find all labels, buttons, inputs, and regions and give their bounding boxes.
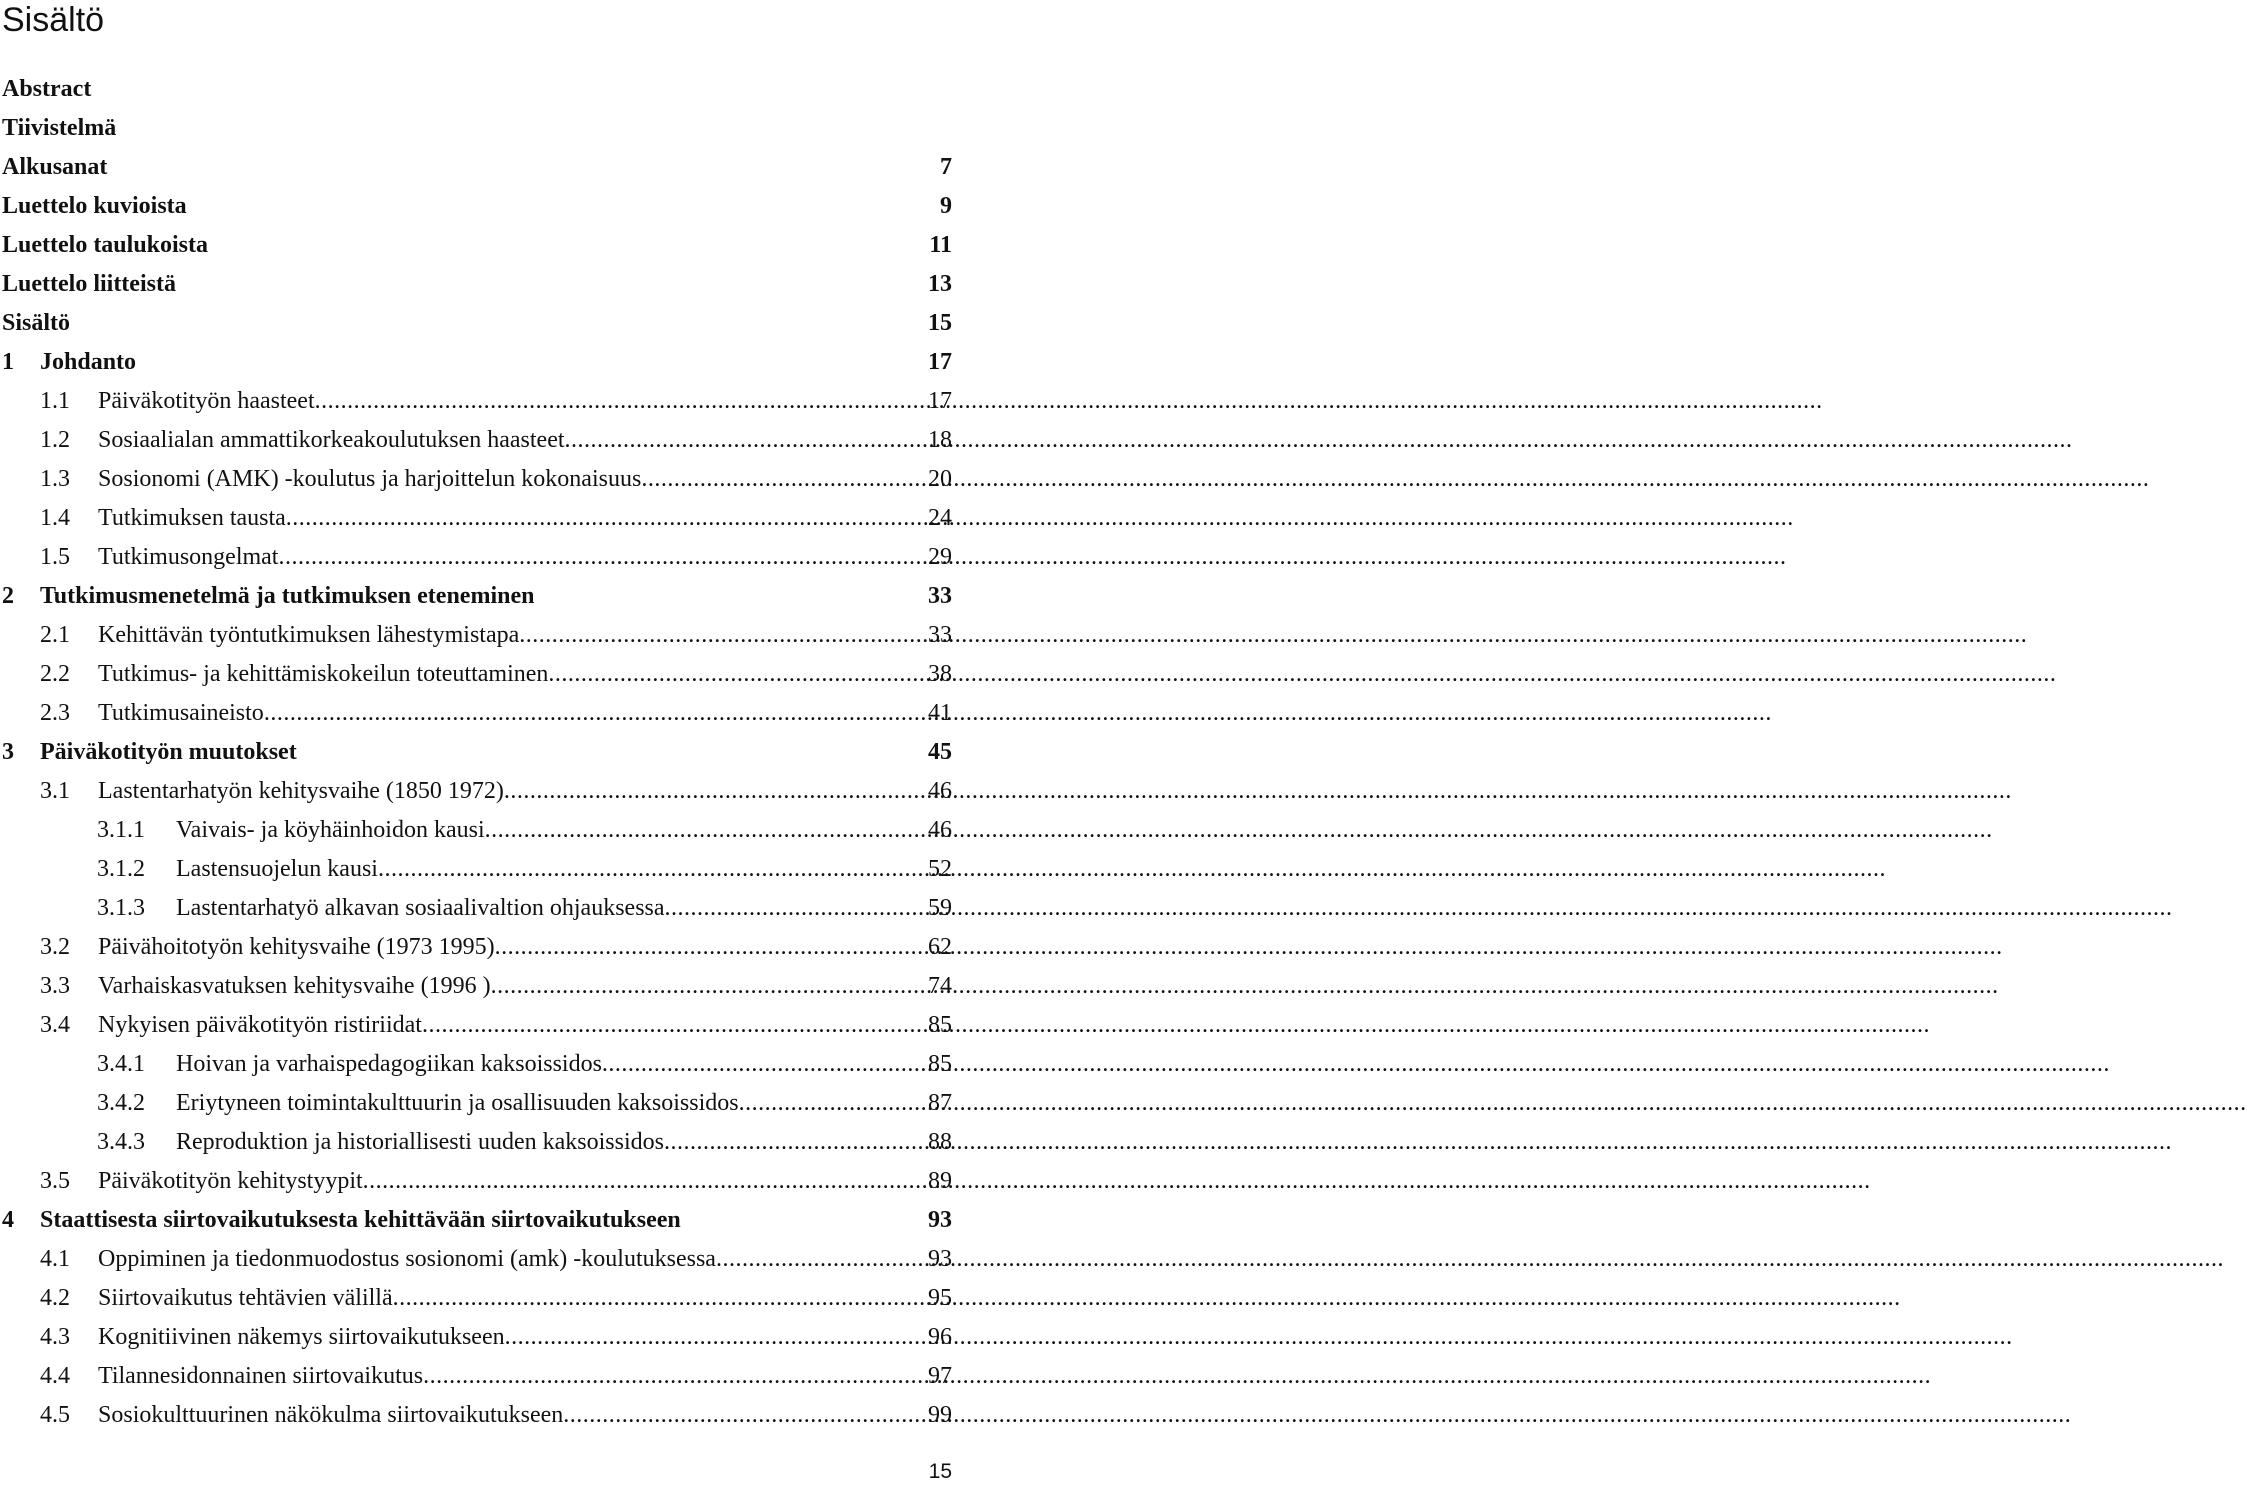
- toc-entry-title: Sisältö: [2, 310, 71, 336]
- toc-entry[interactable]: [2, 577, 952, 616]
- toc-entry-title: Lastensuojelun kausi: [176, 856, 378, 882]
- toc-entry-page: 46: [928, 817, 952, 843]
- toc-entry-page: 88: [928, 1129, 952, 1155]
- toc-entry-title: Tutkimusmenetelmä ja tutkimuksen eteneminen: [40, 583, 535, 609]
- toc-entry-page: 7: [940, 154, 952, 180]
- toc-dot-leader: [495, 928, 926, 967]
- toc-entry-page: 9: [940, 193, 952, 219]
- toc-entry-number: 3.1.1: [97, 817, 145, 843]
- toc-entry-number: 1.4: [40, 505, 70, 531]
- toc-entry-title: Tutkimusongelmat: [98, 544, 279, 570]
- toc-entry-number: 3.2: [40, 934, 70, 960]
- toc-entry[interactable]: [2, 343, 952, 382]
- toc-entry-title: Tiivistelmä: [2, 115, 117, 141]
- toc-entry-page: 97: [928, 1363, 952, 1389]
- toc-entry[interactable]: [40, 382, 952, 421]
- toc-entry-page: 18: [928, 427, 952, 453]
- toc-dot-leader: [264, 694, 926, 733]
- toc-entry-page: 29: [928, 544, 952, 570]
- toc-entry-title: Hoivan ja varhaispedagogiikan kaksoissidos: [176, 1051, 602, 1077]
- toc-entry-page: 41: [928, 700, 952, 726]
- toc-entry-page: 87: [928, 1090, 952, 1116]
- toc-entry-page: 96: [928, 1324, 952, 1350]
- toc-dot-leader: [504, 772, 926, 811]
- toc-dot-leader: [393, 1279, 926, 1318]
- toc-entry-page: 52: [928, 856, 952, 882]
- toc-entry[interactable]: [40, 1006, 952, 1045]
- toc-entry-title: Luettelo taulukoista: [2, 232, 209, 258]
- toc-entry-title: Vaivais- ja köyhäinhoidon kausi: [176, 817, 485, 843]
- toc-entry-title: Johdanto: [40, 349, 137, 375]
- toc-dot-leader: [641, 460, 926, 499]
- toc-entry-title: Lastentarhatyön kehitysvaihe (1850 1972): [98, 778, 504, 804]
- toc-entry-number: 3.1.3: [97, 895, 145, 921]
- toc-entry-title: Alkusanat: [2, 154, 108, 180]
- toc-entry-page: 15: [928, 310, 952, 336]
- toc-dot-leader: [485, 811, 926, 850]
- toc-dot-leader: [505, 1318, 926, 1357]
- toc-entry-title: Nykyisen päiväkotityön ristiriidat: [98, 1012, 422, 1038]
- toc-entry[interactable]: [40, 772, 952, 811]
- toc-entry-page: 89: [928, 1168, 952, 1194]
- toc-entry[interactable]: [40, 1396, 952, 1435]
- toc-dot-leader: [548, 655, 926, 694]
- toc-entry-title: Sosiaalialan ammattikorkeakoulutuksen haasteet: [98, 427, 565, 453]
- page-number: 15: [928, 1460, 952, 1483]
- toc-entry-title: Eriytyneen toimintakulttuurin ja osallisuuden kaksoissidos: [176, 1090, 739, 1116]
- toc-dot-leader: [665, 889, 926, 928]
- toc-entry[interactable]: [2, 226, 952, 265]
- toc-entry-number: 4.5: [40, 1402, 70, 1428]
- toc-dot-leader: [716, 1240, 926, 1279]
- toc-dot-leader: [278, 538, 926, 577]
- toc-entry-page: 17: [928, 349, 952, 375]
- toc-entry-number: 1: [2, 349, 14, 375]
- toc-entry[interactable]: [40, 499, 952, 538]
- toc-entry[interactable]: [2, 109, 952, 148]
- toc-entry-page: 93: [928, 1246, 952, 1272]
- toc-entry-page: 95: [928, 1285, 952, 1311]
- toc-entry-number: 4.3: [40, 1324, 70, 1350]
- toc-entry-number: 3: [2, 739, 14, 765]
- toc-entry-page: 99: [928, 1402, 952, 1428]
- toc-entry-title: Staattisesta siirtovaikutuksesta kehittävään siirtovaikutukseen: [40, 1207, 681, 1233]
- toc-dot-leader: [363, 1162, 926, 1201]
- toc-entry-page: 93: [928, 1207, 952, 1233]
- toc-entry-title: Lastentarhatyö alkavan sosiaalivaltion ohjauksessa: [176, 895, 665, 921]
- toc-dot-leader: [602, 1045, 926, 1084]
- toc-entry-number: 2.1: [40, 622, 70, 648]
- toc-entry-title: Sosiokulttuurinen näkökulma siirtovaikutukseen: [98, 1402, 564, 1428]
- toc-dot-leader: [286, 499, 926, 538]
- toc-entry-number: 3.4: [40, 1012, 70, 1038]
- toc-entry-page: 45: [928, 739, 952, 765]
- toc-entry-title: Sosionomi (AMK) -koulutus ja harjoittelun kokonaisuus: [98, 466, 642, 492]
- toc-entry-number: 1.3: [40, 466, 70, 492]
- toc-entry-title: Luettelo liitteistä: [2, 271, 176, 297]
- toc-entry-number: 2.2: [40, 661, 70, 687]
- toc-dot-leader: [739, 1084, 926, 1123]
- toc-entry[interactable]: [40, 538, 952, 577]
- toc-entry-title: Kognitiivinen näkemys siirtovaikutukseen: [98, 1324, 505, 1350]
- toc-entry[interactable]: [40, 928, 952, 967]
- toc-entry-page: 85: [928, 1051, 952, 1077]
- toc-entry-title: Tutkimus- ja kehittämiskokeilun toteuttaminen: [98, 661, 549, 687]
- toc-entry[interactable]: [2, 733, 952, 772]
- toc-entry[interactable]: [97, 850, 952, 889]
- toc-entry[interactable]: [2, 187, 952, 226]
- toc-dot-leader: [519, 616, 926, 655]
- toc-entry-title: Päivähoitotyön kehitysvaihe (1973 1995): [98, 934, 495, 960]
- toc-entry[interactable]: [40, 1357, 952, 1396]
- toc-entry[interactable]: [40, 1162, 952, 1201]
- toc-entry-number: 3.1.2: [97, 856, 145, 882]
- toc-entry-page: 24: [928, 505, 952, 531]
- toc-entry-number: 3.1: [40, 778, 70, 804]
- toc-entry-number: 4: [2, 1207, 14, 1233]
- toc-entry-number: 1.5: [40, 544, 70, 570]
- toc-entry[interactable]: [40, 616, 952, 655]
- toc-entry[interactable]: [2, 304, 952, 343]
- toc-entry-title: Päiväkotityön kehitystyypit: [98, 1168, 363, 1194]
- toc-entry-page: 17: [928, 388, 952, 414]
- toc-entry-number: 4.1: [40, 1246, 70, 1272]
- toc-entry-title: Siirtovaikutus tehtävien välillä: [98, 1285, 393, 1311]
- toc-entry-page: 85: [928, 1012, 952, 1038]
- toc-dot-leader: [664, 1123, 926, 1162]
- toc-entry-page: 33: [928, 622, 952, 648]
- toc-entry-page: 46: [928, 778, 952, 804]
- toc-entry[interactable]: [2, 1201, 952, 1240]
- toc-entry-number: 3.5: [40, 1168, 70, 1194]
- toc-entry-page: 20: [928, 466, 952, 492]
- toc-entry-title: Varhaiskasvatuksen kehitysvaihe (1996 ): [98, 973, 491, 999]
- toc-entry-title: Abstract: [2, 76, 92, 102]
- toc-entry[interactable]: [40, 655, 952, 694]
- toc-entry[interactable]: [97, 811, 952, 850]
- toc-entry[interactable]: [40, 460, 952, 499]
- toc-entry[interactable]: [97, 1045, 952, 1084]
- toc-dot-leader: [565, 421, 926, 460]
- toc-entry-number: 2.3: [40, 700, 70, 726]
- toc-dot-leader: [423, 1357, 926, 1396]
- toc-entry-title: Tutkimusaineisto: [98, 700, 264, 726]
- toc-entry-title: Kehittävän työntutkimuksen lähestymistapa: [98, 622, 520, 648]
- toc-dot-leader: [378, 850, 926, 889]
- toc-entry-number: 3.4.2: [97, 1090, 145, 1116]
- toc-entry-page: 33: [928, 583, 952, 609]
- toc-entry[interactable]: [40, 1279, 952, 1318]
- page-heading: Sisältö: [2, 1, 105, 39]
- toc-entry-title: Reproduktion ja historiallisesti uuden kaksoissidos: [176, 1129, 664, 1155]
- toc-dot-leader: [422, 1006, 926, 1045]
- toc-entry-number: 3.3: [40, 973, 70, 999]
- toc-entry-title: Luettelo kuvioista: [2, 193, 187, 219]
- toc-entry-number: 3.4.3: [97, 1129, 145, 1155]
- toc-entry-page: 13: [928, 271, 952, 297]
- toc-entry-page: 59: [928, 895, 952, 921]
- toc-entry[interactable]: [97, 1084, 952, 1123]
- toc-entry-number: 2: [2, 583, 14, 609]
- toc-dot-leader: [491, 967, 926, 1006]
- toc-entry-page: 62: [928, 934, 952, 960]
- toc-entry-title: Päiväkotityön haasteet: [98, 388, 315, 414]
- toc-entry-number: 4.4: [40, 1363, 70, 1389]
- toc-entry[interactable]: [40, 1240, 952, 1279]
- toc-dot-leader: [563, 1396, 926, 1435]
- toc-entry[interactable]: [40, 967, 952, 1006]
- toc-entry[interactable]: [2, 70, 952, 109]
- toc-entry[interactable]: [97, 1123, 952, 1162]
- toc-entry-page: 11: [929, 232, 952, 258]
- toc-entry-title: Tilannesidonnainen siirtovaikutus: [98, 1363, 424, 1389]
- toc-entry[interactable]: [97, 889, 952, 928]
- toc-entry-number: 3.4.1: [97, 1051, 145, 1077]
- toc-entry-page: 74: [928, 973, 952, 999]
- toc-entry-title: Päiväkotityön muutokset: [40, 739, 297, 765]
- toc-entry[interactable]: [2, 265, 952, 304]
- toc-entry[interactable]: [40, 1318, 952, 1357]
- toc-entry[interactable]: [2, 148, 952, 187]
- toc-entry[interactable]: [40, 421, 952, 460]
- toc-entry-number: 4.2: [40, 1285, 70, 1311]
- toc-entry[interactable]: [40, 694, 952, 733]
- toc-entry-title: Tutkimuksen tausta: [98, 505, 286, 531]
- toc-entry-title: Oppiminen ja tiedonmuodostus sosionomi (amk) -koulutuksessa: [98, 1246, 716, 1272]
- toc-dot-leader: [315, 382, 926, 421]
- toc-entry-number: 1.2: [40, 427, 70, 453]
- toc-entry-page: 38: [928, 661, 952, 687]
- toc-entry-number: 1.1: [40, 388, 70, 414]
